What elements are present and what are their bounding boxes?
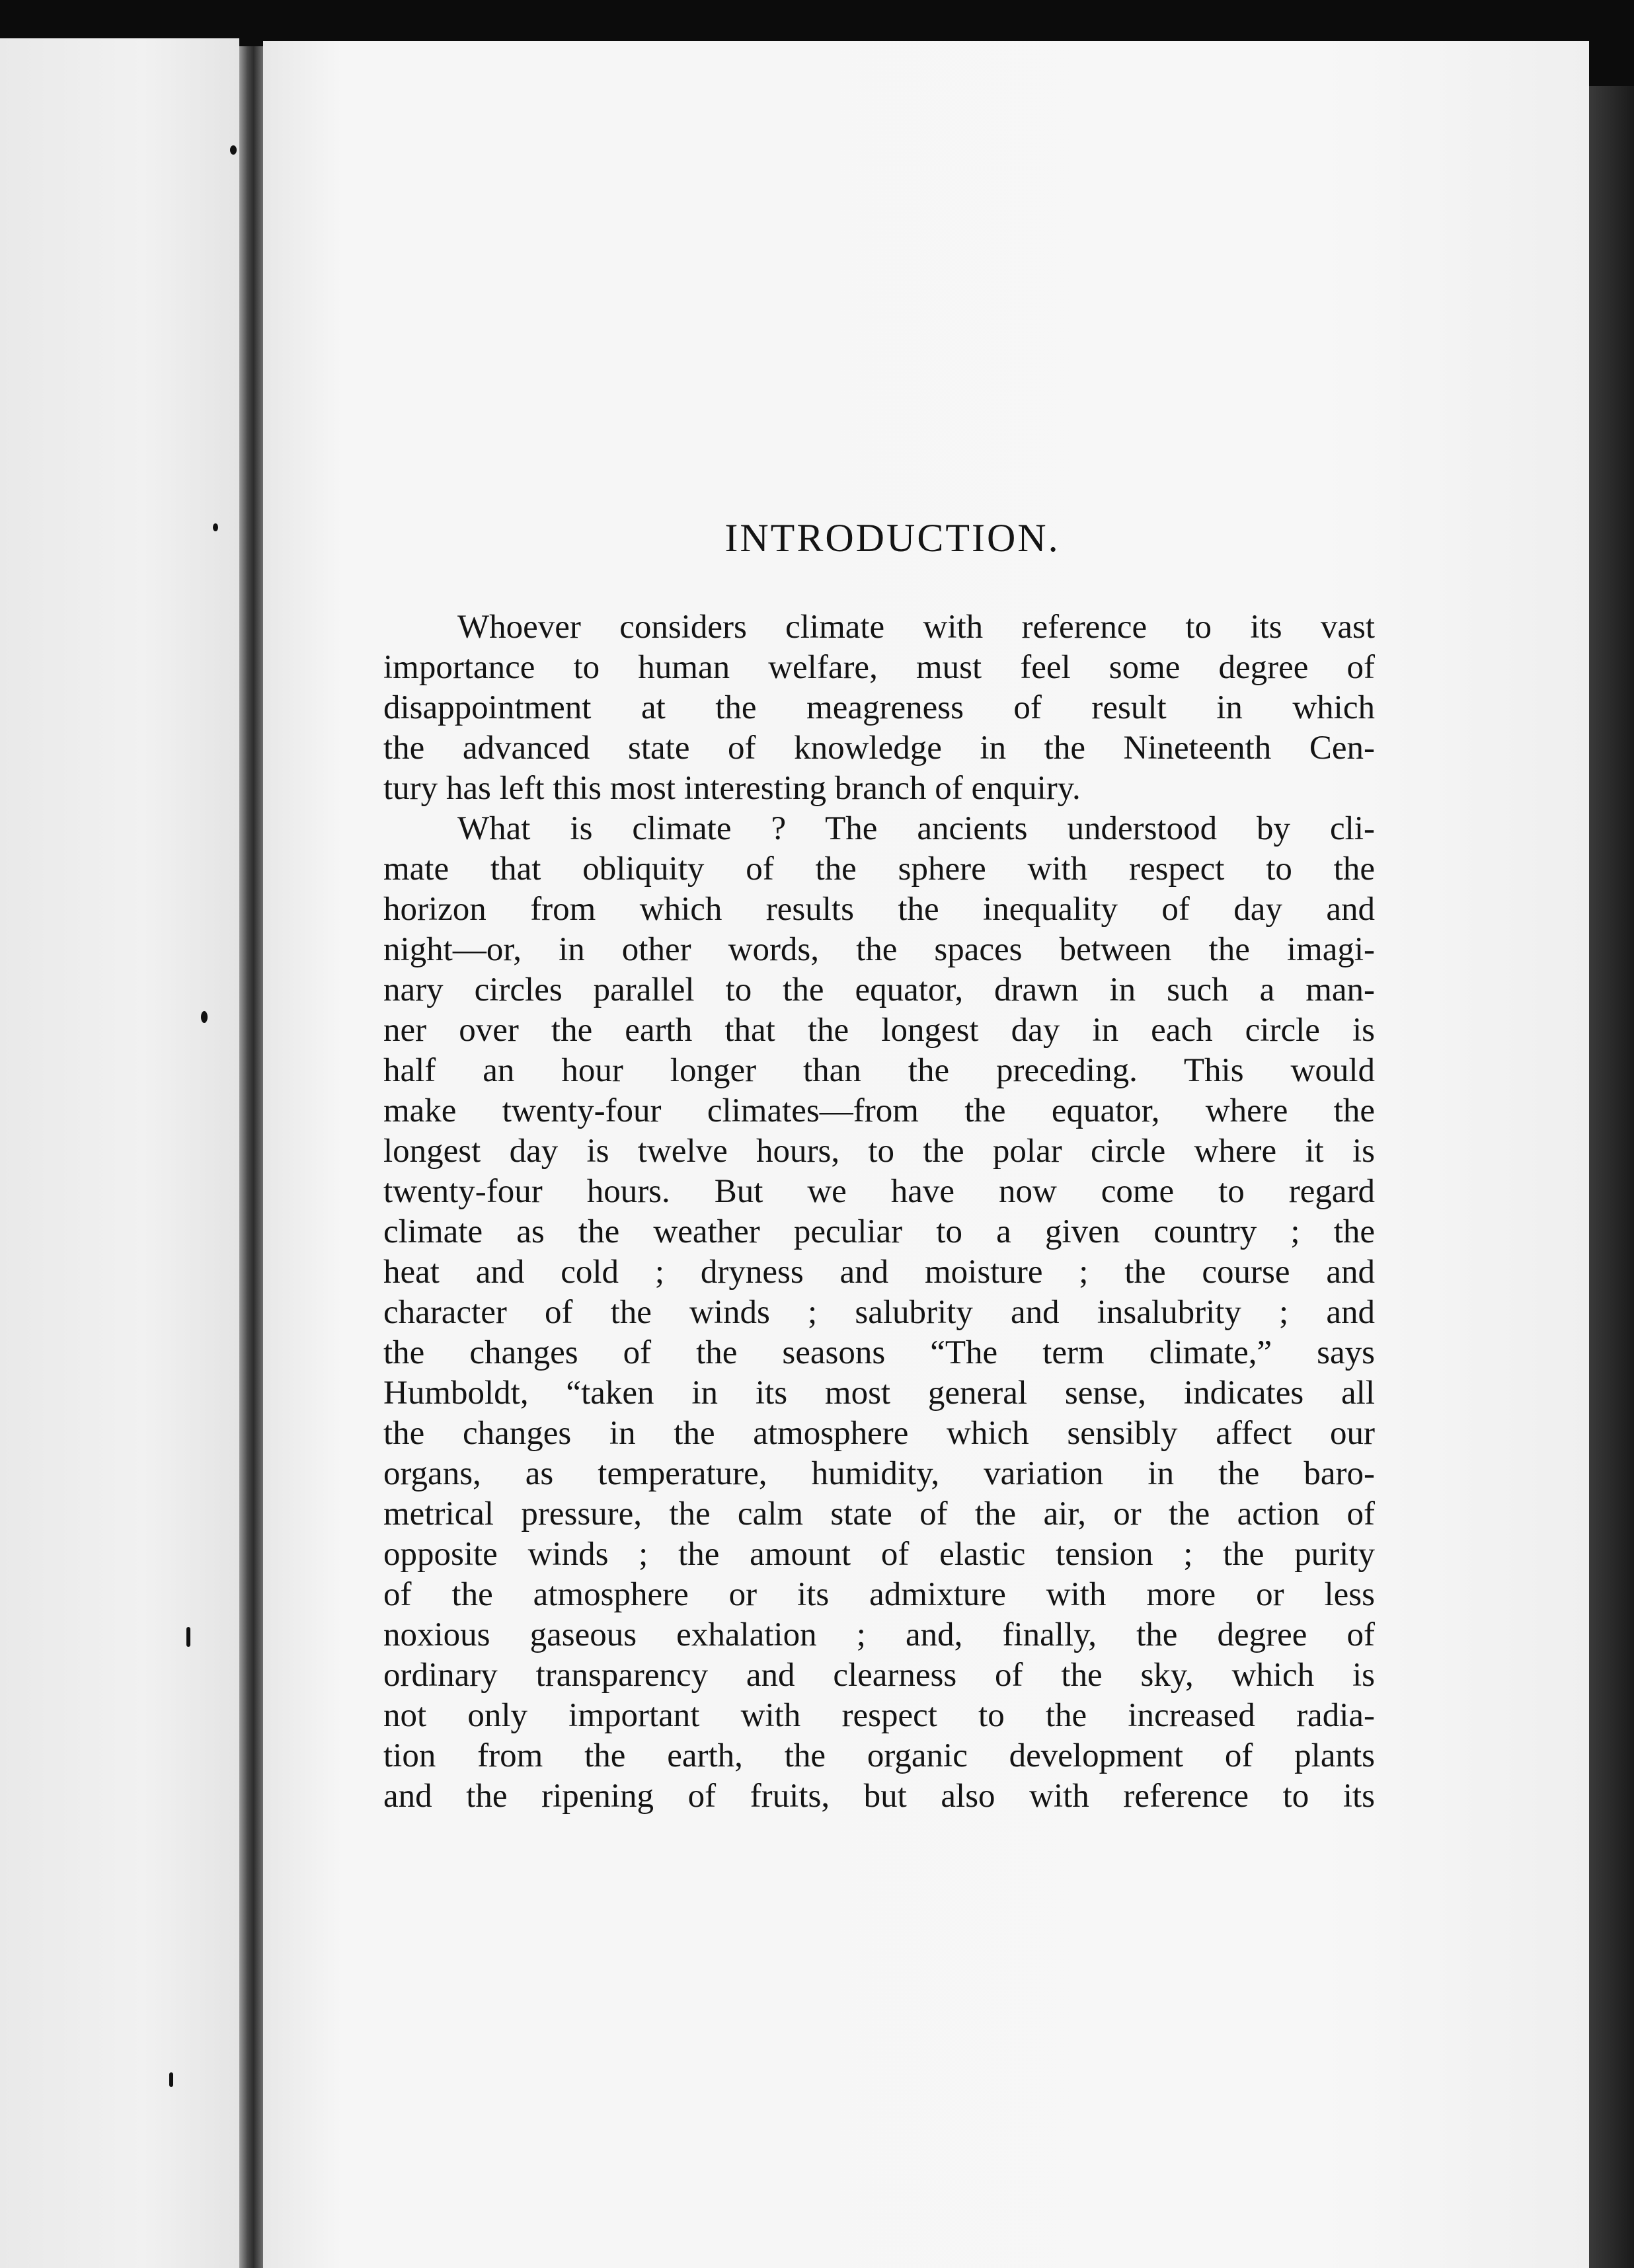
text-line: ner over the earth that the longest day in each circle is	[383, 1012, 1375, 1049]
book-gutter	[239, 46, 263, 2268]
scan-speck	[186, 1627, 190, 1647]
scan-speck	[230, 145, 237, 155]
scan-speck	[213, 523, 218, 531]
text-line: tury has left this most interesting branch of enquiry.	[383, 770, 1081, 807]
text-line: Humboldt, “taken in its most general sense, indicates all	[383, 1375, 1375, 1412]
text-line: the advanced state of knowledge in the Nineteenth Cen-	[383, 730, 1375, 767]
text-line: and the ripening of fruits, but also with reference to its	[383, 1778, 1375, 1815]
text-line: the changes in the atmosphere which sensibly affect our	[383, 1415, 1375, 1452]
text-line: mate that obliquity of the sphere with respect to the	[383, 850, 1375, 888]
text-line: importance to human welfare, must feel some degree of	[383, 649, 1375, 686]
left-page-blank	[0, 38, 239, 2268]
page-text-block	[383, 515, 1375, 1817]
text-line: ordinary transparency and clearness of the sky, which is	[383, 1657, 1375, 1694]
text-line: half an hour longer than the preceding. This would	[383, 1052, 1375, 1089]
text-line: noxious gaseous exhalation ; and, finally, the degree of	[383, 1616, 1375, 1653]
text-line: character of the winds ; salubrity and insalubrity ; and	[383, 1294, 1375, 1331]
text-line: heat and cold ; dryness and moisture ; the course and	[383, 1254, 1375, 1291]
scan-speck	[201, 1011, 208, 1023]
page-title: INTRODUCTION.	[724, 516, 1060, 560]
text-line: organs, as temperature, humidity, variation in the baro-	[383, 1455, 1375, 1492]
page-edge-shadow	[1589, 86, 1634, 2268]
text-line: the changes of the seasons “The term climate,” says	[383, 1334, 1375, 1371]
scan-speck	[169, 2072, 173, 2087]
text-line: tion from the earth, the organic development of plants	[383, 1737, 1375, 1774]
text-line: twenty-four hours. But we have now come to regard	[383, 1173, 1375, 1210]
paragraph-2	[383, 809, 1375, 1817]
text-line: nary circles parallel to the equator, drawn in such a man-	[383, 971, 1375, 1008]
text-line: Whoever considers climate with reference to its vast	[457, 609, 1375, 646]
text-line: horizon from which results the inequality of day and	[383, 891, 1375, 928]
text-line: What is climate ? The ancients understood by cli-	[457, 810, 1375, 847]
text-line: climate as the weather peculiar to a given country ; the	[383, 1213, 1375, 1250]
text-line: of the atmosphere or its admixture with more or less	[383, 1576, 1375, 1613]
text-line: opposite winds ; the amount of elastic tension ; the purity	[383, 1536, 1375, 1573]
text-line: disappointment at the meagreness of result in which	[383, 689, 1375, 726]
paragraph-1	[383, 607, 1375, 809]
text-line: not only important with respect to the increased radia-	[383, 1697, 1375, 1734]
text-line: metrical pressure, the calm state of the air, or the action of	[383, 1495, 1375, 1532]
text-line: night—or, in other words, the spaces between the imagi-	[383, 931, 1375, 968]
text-line: longest day is twelve hours, to the polar circle where it is	[383, 1133, 1375, 1170]
text-line: make twenty-four climates—from the equator, where the	[383, 1092, 1375, 1129]
